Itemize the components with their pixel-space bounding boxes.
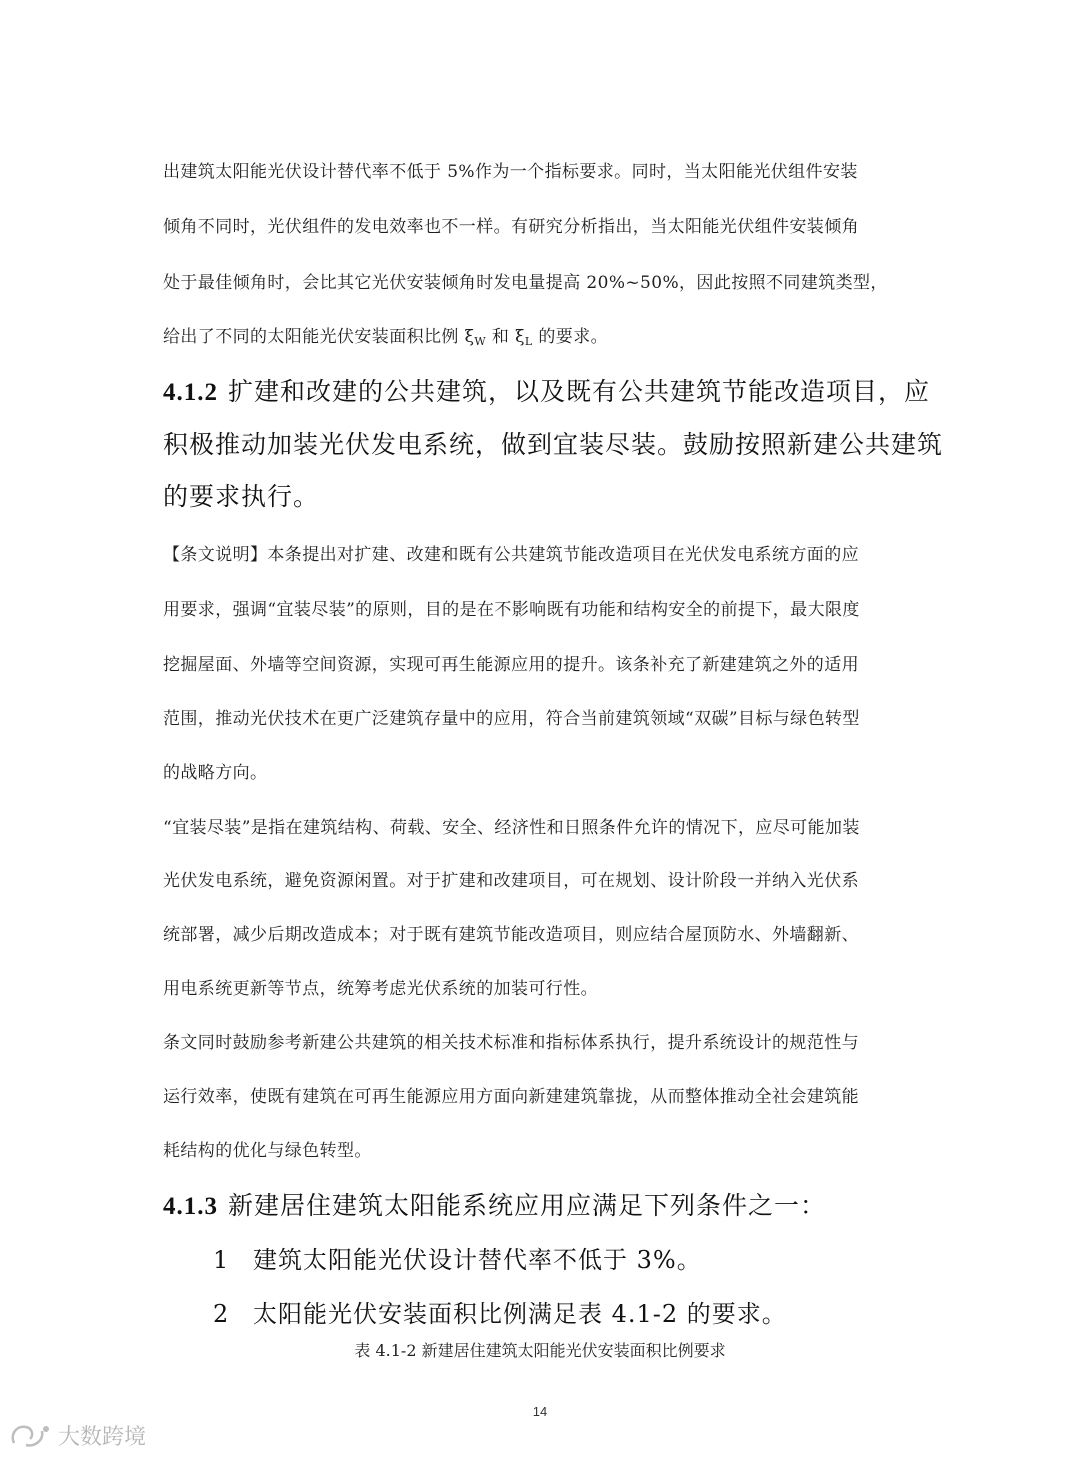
- paragraph-line: 倾角不同时，光伏组件的发电效率也不一样。有研究分析指出，当太阳能光伏组件安装倾角: [163, 217, 859, 237]
- explanation-line: “宜装尽装”是指在建筑结构、荷载、安全、经济性和日照条件允许的情况下，应尽可能加装: [163, 818, 860, 838]
- explanation-line: 挖掘屋面、外墙等空间资源，实现可再生能源应用的提升。该条补充了新建建筑之外的适用: [163, 655, 859, 675]
- paragraph-line: 出建筑太阳能光伏设计替代率不低于 5%作为一个指标要求。同时，当太阳能光伏组件安装: [163, 162, 858, 182]
- explanation-line: 耗结构的优化与绿色转型。: [163, 1141, 372, 1161]
- explanation-line: 用要求，强调“宜装尽装”的原则，目的是在不影响既有功能和结构安全的前提下，最大限度: [163, 600, 860, 620]
- clause-text-line: 的要求执行。: [163, 482, 320, 511]
- explanation-line: 【条文说明】本条提出对扩建、改建和既有公共建筑节能改造项目在光伏发电系统方面的应: [163, 545, 859, 565]
- explanation-line: 运行效率，使既有建筑在可再生能源应用方面向新建建筑靠拢，从而整体推动全社会建筑能: [163, 1087, 859, 1107]
- explanation-line: 条文同时鼓励参考新建公共建筑的相关技术标准和指标体系执行，提升系统设计的规范性与: [163, 1033, 859, 1053]
- list-item-text: 建筑太阳能光伏设计替代率不低于 3%。: [253, 1246, 702, 1274]
- text-fragment: 给出了不同的太阳能光伏安装面积比例 ξ: [163, 327, 475, 347]
- subscript-l: L: [524, 335, 533, 348]
- explanation-line: 的战略方向。: [163, 763, 268, 783]
- subscript-w: W: [474, 335, 487, 348]
- explanation-line: 范围，推动光伏技术在更广泛建筑存量中的应用，符合当前建筑领域“双碳”目标与绿色转型: [163, 709, 860, 729]
- clause-heading-line: [163, 372, 930, 408]
- clause-number: 4.1.2: [163, 379, 218, 406]
- watermark: [8, 1420, 146, 1451]
- clause-text: 新建居住建筑太阳能系统应用应满足下列条件之一：: [228, 1191, 827, 1220]
- clause-text-line: 积极推动加装光伏发电系统，做到宜装尽装。鼓励按照新建公共建筑: [163, 430, 944, 459]
- explanation-line: 统部署，减少后期改造成本；对于既有建筑节能改造项目，则应结合屋顶防水、外墙翻新、: [163, 925, 859, 945]
- paragraph-line: 处于最佳倾角时，会比其它光伏安装倾角时发电量提高 20%~50%，因此按照不同建筑类型，: [163, 273, 888, 293]
- page-number: 14: [532, 1404, 548, 1419]
- list-item: [213, 1294, 787, 1329]
- list-item-index: 2: [213, 1300, 230, 1328]
- paragraph-line-with-subscripts: [163, 322, 608, 348]
- text-fragment: 和 ξ: [486, 327, 525, 347]
- list-item-text: 太阳能光伏安装面积比例满足表 4.1-2 的要求。: [253, 1300, 787, 1328]
- clause-text: 扩建和改建的公共建筑，以及既有公共建筑节能改造项目，应: [228, 377, 931, 406]
- watermark-logo-icon: [8, 1421, 52, 1451]
- clause-heading-line: [163, 1186, 826, 1222]
- text-fragment: 的要求。: [532, 327, 608, 347]
- table-caption: 表 4.1-2 新建居住建筑太阳能光伏安装面积比例要求: [354, 1341, 726, 1360]
- list-item-index: 1: [213, 1246, 230, 1274]
- explanation-line: 光伏发电系统，避免资源闲置。对于扩建和改建项目，可在规划、设计阶段一并纳入光伏系: [163, 871, 859, 891]
- watermark-text: 大数跨境: [58, 1425, 147, 1450]
- explanation-line: 用电系统更新等节点，统筹考虑光伏系统的加装可行性。: [163, 979, 598, 999]
- list-item: [213, 1240, 702, 1275]
- clause-number: 4.1.3: [163, 1193, 218, 1220]
